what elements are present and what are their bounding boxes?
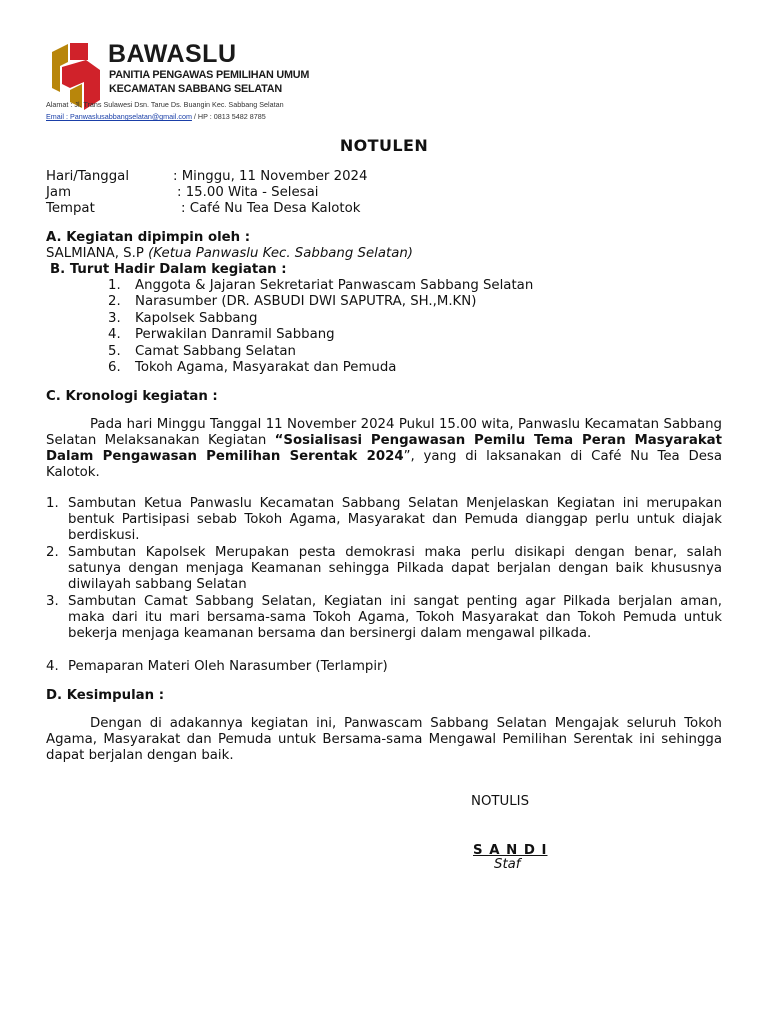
kesimpulan-paragraph: Dengan di adakannya kegiatan ini, Panwascam Sabbang Selatan Mengajak seluruh Tokoh Agama, Masyarakat dan Pemuda untuk Bersama-sama Mengawal Pemilihan Serentak ini sehingga dapat berjalan dengan baik. [46,716,722,763]
phone: / HP : 0813 5482 8785 [191,112,266,121]
leader-name: SALMIANA, S.P [46,246,149,261]
org-line-1: PANITIA PENGAWAS PEMILIHAN UMUM [109,69,310,81]
leader-role: (Ketua Panwaslu Kec. Sabbang Selatan) [148,246,413,261]
brand-name: BAWASLU [108,40,237,68]
kronologi-paragraph: Pada hari Minggu Tanggal 11 November 2024 Pukul 15.00 wita, Panwaslu Kecamatan Sabbang Selatan Melaksanakan Kegiatan “Sosialisasi Pengawasan Pemilu Tema Peran Masyarakat Dalam Pengawasan Pemilihan Serentak 2024”, yang di laksanakan di Café Nu Tea Desa Kalotok. [46,417,722,480]
section-a-heading: A. Kegiatan dipimpin oleh : [46,230,251,245]
signature-label: NOTULIS [471,794,530,809]
kronologi-item: 3. Sambutan Camat Sabbang Selatan, Kegiatan ini sangat penting agar Pilkada berjalan aman, maka dari itu mari bersama-sama Tokoh Agama, Tokoh Masyarakat dan Tokoh Pemuda untuk bekerja menjaga keamanan bersama dan bersinergi dalam mengawal pilkada. [46,594,722,641]
list-item: 5. Camat Sabbang Selatan [108,344,296,359]
list-item: 1. Anggota & Jajaran Sekretariat Panwascam Sabbang Selatan [108,278,534,293]
hari-label: Hari/Tanggal [46,169,130,184]
section-b-heading: B. Turut Hadir Dalam kegiatan : [50,262,287,277]
kronologi-item: 2. Sambutan Kapolsek Merupakan pesta demokrasi maka perlu disikapi dengan benar, salah satunya dengan menjaga Keamanan sehingga Pilkada dapat berjalan dengan baik khususnya diwilayah sabbang Selatan [46,545,722,592]
org-line-2: KECAMATAN SABBANG SELATAN [109,83,282,95]
list-item: 2. Narasumber (DR. ASBUDI DWI SAPUTRA, SH.,M.KN) [108,294,477,309]
signature-role: Staf [494,857,521,872]
tempat-value: : Café Nu Tea Desa Kalotok [181,201,361,216]
section-d-heading: D. Kesimpulan : [46,688,165,703]
jam-label: Jam [46,185,72,200]
tempat-label: Tempat [46,201,95,216]
kronologi-item: 4. Pemaparan Materi Oleh Narasumber (Terlampir) [46,659,388,674]
list-item: 3. Kapolsek Sabbang [108,311,258,326]
leader-line [46,246,413,261]
hari-value: : Minggu, 11 November 2024 [173,169,368,184]
email-link[interactable]: Email : Panwaslusabbangselatan@gmail.com [46,112,192,121]
signature-name: S A N D I [473,843,548,858]
jam-value: : 15.00 Wita - Selesai [177,185,319,200]
list-item: 4. Perwakilan Danramil Sabbang [108,327,335,342]
section-c-heading: C. Kronologi kegiatan : [46,389,218,404]
document-title: NOTULEN [339,136,429,155]
list-item: 6. Tokoh Agama, Masyarakat dan Pemuda [108,360,397,375]
address: Alamat : Jl. Trans Sulawesi Dsn. Tarue Ds. Buangin Kec. Sabbang Selatan [46,100,284,109]
contact-line [46,112,266,121]
kronologi-item: 1. Sambutan Ketua Panwaslu Kecamatan Sabbang Selatan Menjelaskan Kegiatan ini merupakan bentuk Partisipasi sebab Tokoh Agama, Masyarakat dan Pemuda dianggap perlu untuk diajak berdiskusi. [46,496,722,543]
